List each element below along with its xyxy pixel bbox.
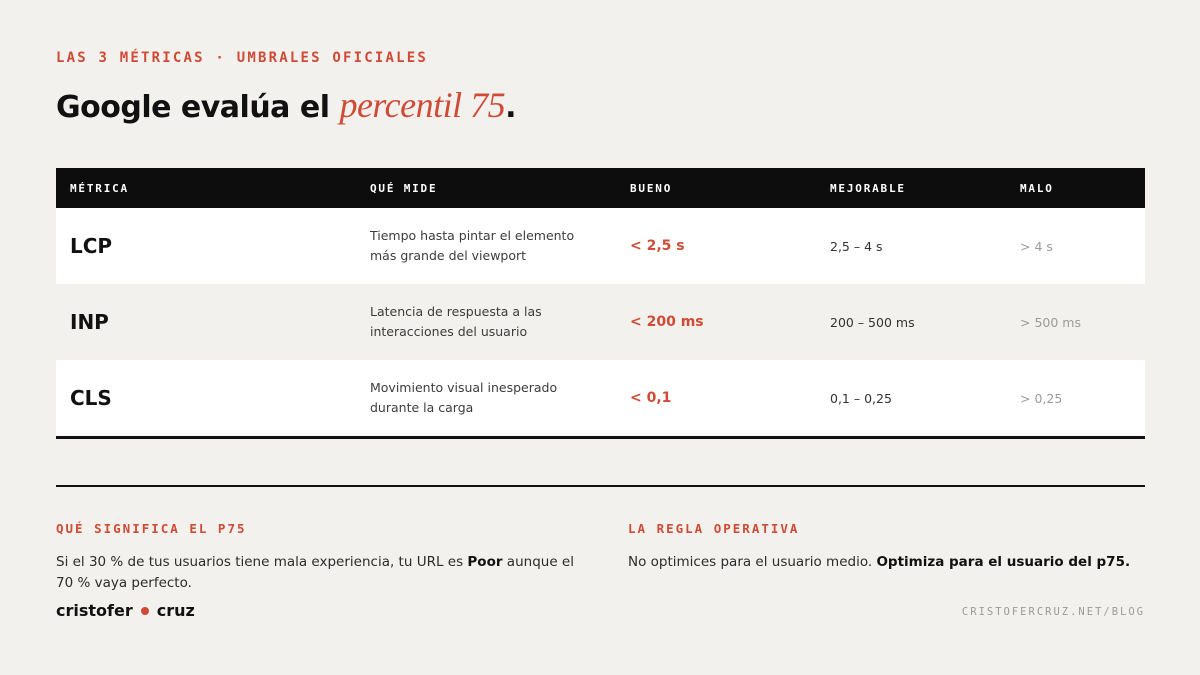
metric-name: CLS — [70, 386, 112, 410]
rule-explanation — [628, 552, 1148, 573]
needs-improvement-threshold: 200 – 500 ms — [830, 314, 915, 330]
table-row — [56, 360, 1145, 436]
brand-dot-icon — [141, 607, 149, 615]
footer-url: CRISTOFERCRUZ.NET/BLOG — [961, 606, 1145, 618]
poor-threshold: > 4 s — [1020, 238, 1053, 254]
table-row — [56, 208, 1145, 284]
good-threshold: < 2,5 s — [630, 238, 685, 254]
p75-section-heading: QUÉ SIGNIFICA EL P75 — [56, 521, 247, 536]
brand-first-name: cristofer — [56, 601, 133, 620]
column-header-poor: MALO — [1020, 182, 1054, 195]
title-suffix: . — [505, 90, 516, 125]
brand-logo — [56, 601, 195, 620]
needs-improvement-threshold: 0,1 – 0,25 — [830, 390, 892, 406]
section-divider — [56, 485, 1145, 487]
p75-text-emphasis: Poor — [467, 554, 503, 570]
poor-threshold: > 500 ms — [1020, 314, 1081, 330]
page-title — [56, 84, 516, 126]
brand-last-name: cruz — [156, 601, 195, 620]
needs-improvement-threshold: 2,5 – 4 s — [830, 238, 883, 254]
metric-description: Latencia de respuesta a las interacciones del usuario — [370, 304, 542, 339]
rule-text-start: No optimices para el usuario medio. — [628, 554, 877, 570]
column-header-good: BUENO — [630, 182, 673, 195]
metrics-table — [56, 168, 1145, 439]
good-threshold: < 200 ms — [630, 314, 704, 330]
p75-explanation — [56, 552, 576, 594]
p75-text-end: aunque el 70 % vaya perfecto. — [56, 554, 574, 591]
column-header-needs-improvement: MEJORABLE — [830, 182, 906, 195]
eyebrow-label: LAS 3 MÉTRICAS · UMBRALES OFICIALES — [56, 50, 429, 66]
metric-description: Tiempo hasta pintar el elemento más grande del viewport — [370, 228, 575, 263]
title-prefix: Google evalúa el — [56, 90, 340, 125]
rule-section-heading: LA REGLA OPERATIVA — [628, 521, 800, 536]
table-row — [56, 284, 1145, 360]
metric-name: LCP — [70, 234, 113, 258]
poor-threshold: > 0,25 — [1020, 390, 1063, 406]
metric-name: INP — [70, 310, 109, 334]
rule-text-emphasis: Optimiza para el usuario del p75. — [876, 554, 1131, 570]
good-threshold: < 0,1 — [630, 390, 672, 406]
column-header-measures: QUÉ MIDE — [370, 182, 438, 195]
title-accent: percentil 75 — [339, 85, 506, 125]
column-header-metric: MÉTRICA — [70, 182, 129, 195]
table-header — [56, 168, 1145, 208]
metric-description: Movimiento visual inesperado durante la carga — [370, 380, 558, 415]
p75-text-start: Si el 30 % de tus usuarios tiene mala experiencia, tu URL es — [56, 554, 468, 570]
